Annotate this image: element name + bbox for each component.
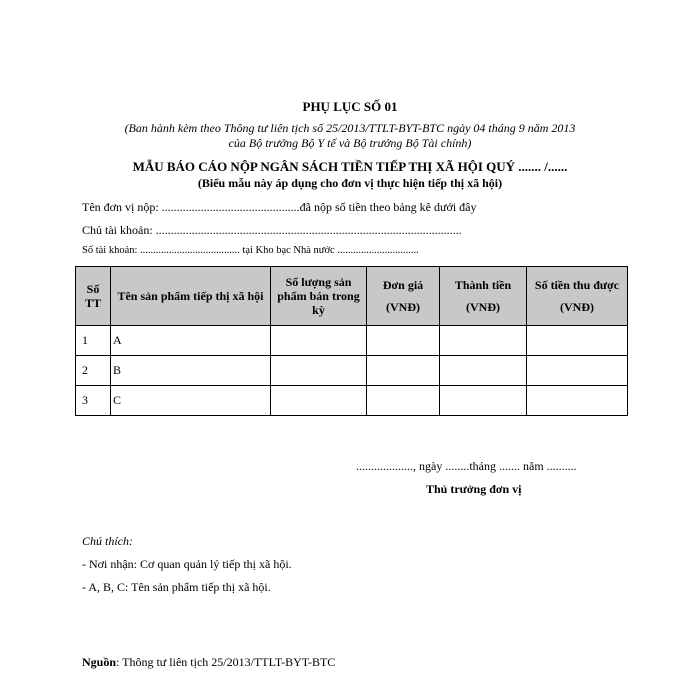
account-owner-line: Chủ tài khoản: ...................................................................................................... [82, 223, 462, 237]
row-stt: 1 [76, 326, 111, 356]
row-collected-cell [527, 326, 628, 356]
row-amount-cell [440, 386, 527, 416]
header-unit-price [367, 267, 440, 326]
appendix-title: PHỤ LỤC SỐ 01 [302, 99, 398, 114]
row-stt: 2 [76, 356, 111, 386]
header-collected-label: Số tiền thu được [534, 278, 620, 292]
table-row [76, 386, 628, 416]
header-collected [527, 267, 628, 326]
header-stt: Số TT [76, 267, 111, 326]
row-collected-cell [527, 356, 628, 386]
row-product: A [111, 326, 271, 356]
header-amount-label: Thành tiền [454, 278, 512, 292]
form-title: MẪU BÁO CÁO NỘP NGÂN SÁCH TIỀN TIẾP THỊ XÃ HỘI QUÝ ....... /...... [132, 159, 568, 174]
note-item: - Nơi nhận: Cơ quan quản lý tiếp thị xã hội. [82, 557, 292, 571]
notes-title: Chú thích: [82, 534, 133, 548]
subtitle-line-1: (Ban hành kèm theo Thông tư liên tịch số 25/2013/TTLT-BYT-BTC ngày 04 tháng 9 năm 2013 [124, 121, 576, 135]
row-product: B [111, 356, 271, 386]
date-line: ..................., ngày ........tháng ....... năm .......... [356, 459, 577, 473]
row-stt: 3 [76, 386, 111, 416]
source-label: Nguồn [82, 655, 117, 669]
form-note: (Biểu mẫu này áp dụng cho đơn vị thực hiện tiếp thị xã hội) [197, 176, 503, 190]
header-product: Tên sản phẩm tiếp thị xã hội [111, 267, 271, 326]
source-line [82, 655, 335, 670]
table-row [76, 326, 628, 356]
row-collected-cell [527, 386, 628, 416]
note-item: - A, B, C: Tên sản phẩm tiếp thị xã hội. [82, 580, 271, 594]
header-collected-unit: (VNĐ) [560, 300, 594, 314]
row-amount-cell [440, 356, 527, 386]
header-amount-unit: (VNĐ) [466, 300, 500, 314]
row-amount-cell [440, 326, 527, 356]
row-unit-price-cell [367, 386, 440, 416]
header-quantity: Số lượng sản phẩm bán trong kỳ [271, 267, 367, 326]
unit-name-line: Tên đơn vị nộp: ..............................................đã nộp số tiền theo bảng kê dưới đây [82, 200, 477, 214]
table-row [76, 356, 628, 386]
source-text: : Thông tư liên tịch 25/2013/TTLT-BYT-BTC [116, 655, 336, 669]
row-unit-price-cell [367, 326, 440, 356]
report-table [75, 266, 628, 416]
row-quantity-cell [271, 386, 367, 416]
row-product: C [111, 386, 271, 416]
appendix-subtitle [0, 121, 700, 151]
table-header-row [76, 267, 628, 326]
header-unit-price-label: Đơn giá [382, 278, 424, 292]
subtitle-line-2: của Bộ trưởng Bộ Y tế và Bộ trưởng Bộ Tài chính) [228, 136, 472, 150]
account-number-line: Số tài khoản: ...................................... tại Kho bạc Nhà nước ............................... [82, 245, 419, 256]
header-amount [440, 267, 527, 326]
row-quantity-cell [271, 326, 367, 356]
header-unit-price-unit: (VNĐ) [386, 300, 420, 314]
row-unit-price-cell [367, 356, 440, 386]
signer-title: Thủ trưởng đơn vị [426, 482, 522, 496]
row-quantity-cell [271, 356, 367, 386]
